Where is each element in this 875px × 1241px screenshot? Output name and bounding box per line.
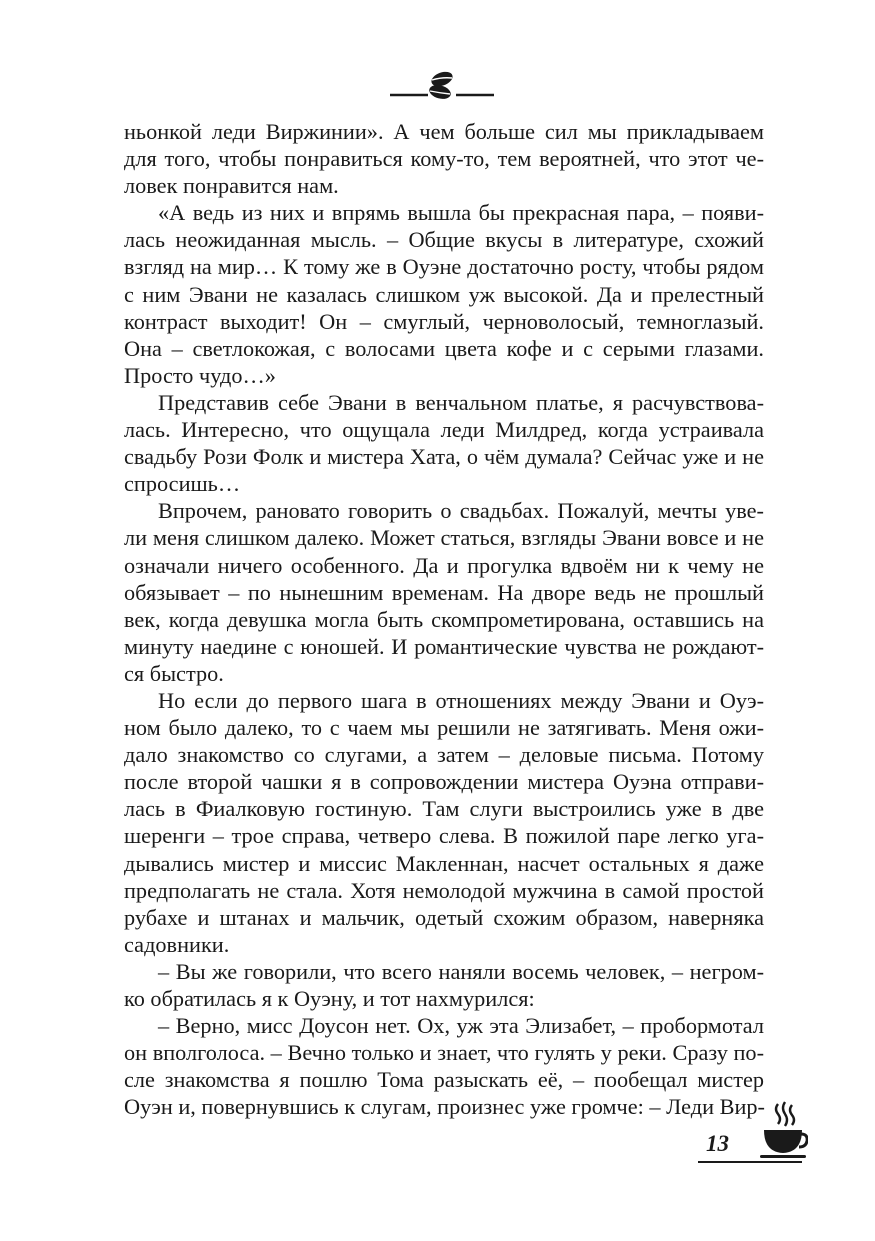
page-number: 13 xyxy=(706,1131,729,1156)
text-line: Представив себе Эвани в венчальном платье, я расчувствова- xyxy=(158,389,764,415)
text-line: для того, чтобы понравиться кому-то, тем вероятней, что этот че- xyxy=(124,146,764,172)
text-line: с ним Эвани не казалась слишком уж высокой. Да и прелестный xyxy=(124,281,764,307)
paragraph xyxy=(124,497,764,687)
text-line: век, когда девушка могла быть скомпрометирована, оставшись на xyxy=(124,606,764,632)
text-line: сле знакомства я пошлю Тома разыскать её, – пообещал мистер xyxy=(124,1067,764,1093)
text-line: лась в Фиалковую гостиную. Там слуги выстроились уже в две xyxy=(124,796,764,822)
text-line: ловек понравится нам. xyxy=(124,173,339,199)
text-line: Просто чудо…» xyxy=(124,362,276,388)
text-line: ко обратилась я к Оуэну, и тот нахмурился: xyxy=(124,986,535,1011)
text-line: после второй чашки я в сопровождении мистера Оуэна отправи- xyxy=(124,769,764,795)
text-line: контраст выходит! Он – смуглый, черноволосый, темноглазый. xyxy=(124,308,764,334)
text-line: ном было далеко, то с чаем мы решили не затягивать. Меня ожи- xyxy=(124,715,764,741)
text-line: ли меня слишком далеко. Может статься, взгляды Эвани вовсе и не xyxy=(124,525,764,551)
text-line: «А ведь из них и впрямь вышла бы прекрасная пара, – появи- xyxy=(158,200,764,226)
footer-rule xyxy=(698,1161,802,1163)
paragraph xyxy=(124,118,764,199)
text-line: означали ничего особенного. Да и прогулка вдвоём ни к чему не xyxy=(124,552,764,578)
text-line: взгляд на мир… К тому же в Оуэне достаточно росту, чтобы рядом xyxy=(124,254,764,280)
paragraph xyxy=(124,687,764,958)
text-line: лась неожиданная мысль. – Общие вкусы в литературе, схожий xyxy=(124,227,764,253)
text-line: предполагать не стала. Хотя немолодой мужчина в самой простой xyxy=(124,877,764,903)
text-line: лась. Интересно, что ощущала леди Милдред, когда устраивала xyxy=(124,417,764,443)
text-line: спросишь… xyxy=(124,471,241,497)
text-line: дывались мистер и миссис Макленнан, насчет остальных я даже xyxy=(124,850,764,876)
coffee-bean-icon xyxy=(388,68,496,102)
paragraph xyxy=(124,389,764,497)
text-line: Впрочем, рановато говорить о свадьбах. Пожалуй, мечты уве- xyxy=(158,498,764,524)
text-line: Она – светлокожая, с волосами цвета кофе и с серыми глазами. xyxy=(124,335,764,361)
text-line: – Верно, мисс Доусон нет. Ох, уж эта Элизабет, – пробормотал xyxy=(158,1013,764,1039)
coffee-cup-icon xyxy=(758,1100,808,1160)
text-line: ньонкой леди Виржинии». А чем больше сил мы прикладываем xyxy=(124,119,764,144)
text-line: ся быстро. xyxy=(124,660,224,686)
paragraph xyxy=(124,958,764,1012)
text-line: садовники. xyxy=(124,931,230,957)
text-line: рубахе и штанах и мальчик, одетый схожим образом, наверняка xyxy=(124,904,764,930)
text-line: – Вы же говорили, что всего наняли восемь человек, – негром- xyxy=(158,958,764,984)
paragraph xyxy=(124,199,764,389)
text-line: он вполголоса. – Вечно только и знает, что гулять у реки. Сразу по- xyxy=(124,1040,764,1066)
text-line: Оуэн и, повернувшись к слугам, произнес уже громче: – Леди Вир- xyxy=(124,1094,765,1120)
paragraph xyxy=(124,1012,764,1120)
text-line: обязывает – по нынешним временам. На дворе ведь не прошлый xyxy=(124,579,764,605)
text-line: Но если до первого шага в отношениях между Эвани и Оуэ- xyxy=(158,687,764,713)
text-line: дало знакомство со слугами, а затем – деловые письма. Потому xyxy=(124,742,764,768)
page-body xyxy=(124,118,764,1120)
text-line: минуту наедине с юношей. И романтические чувства не рождают- xyxy=(124,633,764,659)
text-line: шеренги – трое справа, четверо слева. В пожилой паре легко уга- xyxy=(124,823,764,849)
text-line: свадьбу Рози Фолк и мистера Хата, о чём думала? Сейчас уже и не xyxy=(124,444,764,470)
